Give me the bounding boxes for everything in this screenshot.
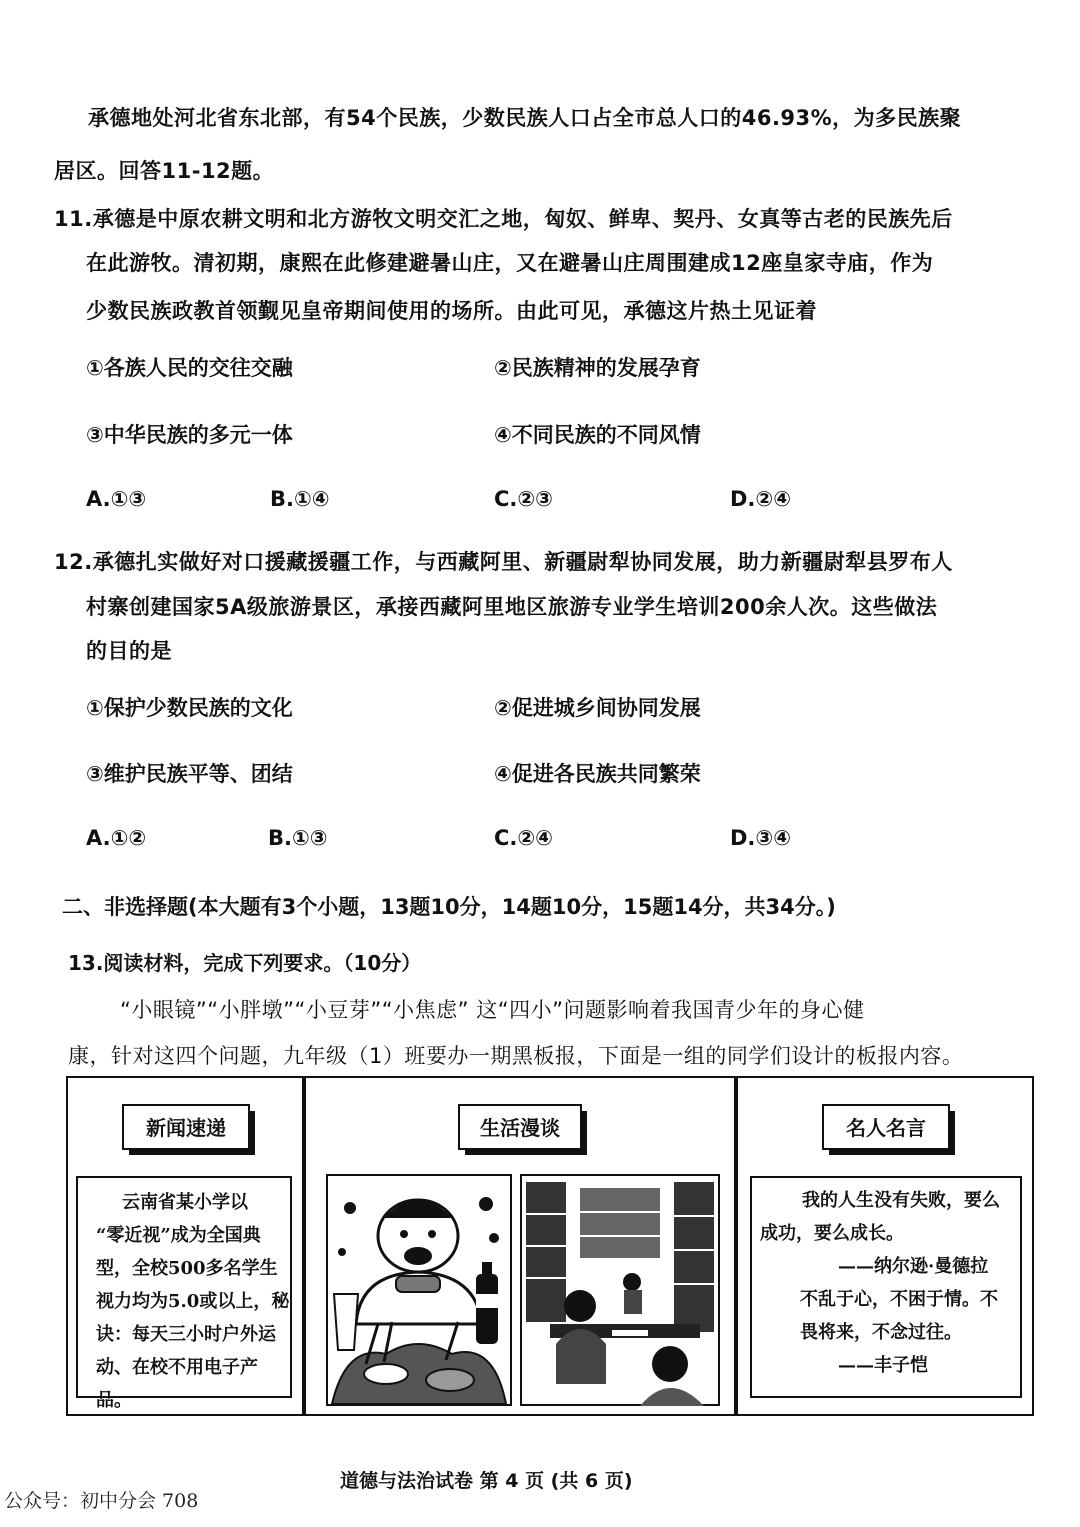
news-line-2: “零近视”成为全国典 [96,1225,261,1246]
q11-item-4: ④不同民族的不同风情 [494,423,701,447]
q12-stem-line-2: 村寨创建国家5A级旅游景区，承接西藏阿里地区旅游专业学生培训200余人次。这些做法 [86,595,938,619]
quote-2-line-1: 不乱于心，不困于情。不 [800,1289,998,1310]
q12-choice-d[interactable]: D.③④ [730,826,791,850]
q11-choice-c[interactable]: C.②③ [494,487,553,511]
news-line-5: 诀：每天三小时户外运 [96,1324,276,1345]
quote-1-author: ——纳尔逊·曼德拉 [838,1256,989,1277]
board-quotes-tag: 名人名言 [822,1104,950,1150]
quote-1-line-2: 成功，要么成长。 [760,1223,904,1244]
news-line-3: 型，全校500多名学生 [96,1258,278,1279]
q13-para-line-1: “小眼镜”“小胖墩”“小豆芽”“小焦虑” 这“四小”问题影响着我国青少年的身心健 [120,998,865,1022]
q12-item-2: ②促进城乡间协同发展 [494,696,701,720]
q12-choice-a[interactable]: A.①② [86,826,147,850]
q11-stem-line-2: 在此游牧。清初期，康熙在此修建避暑山庄，又在避暑山庄周围建成12座皇家寺庙，作为 [86,251,934,275]
q12-stem-line-3: 的目的是 [86,639,172,663]
q13-title: 13.阅读材料，完成下列要求。（10分） [68,951,422,975]
q11-item-3: ③中华民族的多元一体 [86,423,293,447]
board-news-box [76,1176,292,1411]
q11-stem-line-1: 11.承德是中原农耕文明和北方游牧文明交汇之地，匈奴、鲜卑、契丹、女真等古老的民族先后 [54,207,953,231]
board-quotes-panel [736,1076,1034,1416]
section-2-title: 二、非选择题 [62,895,188,919]
q12-item-3: ③维护民族平等、团结 [86,762,293,786]
q11-stem-line-3: 少数民族政教首领觐见皇帝期间使用的场所。由此可见，承德这片热土见证着 [86,299,817,323]
library-study-cartoon-icon [520,1174,720,1406]
q11-choice-a[interactable]: A.①③ [86,487,147,511]
board-life-panel [304,1076,736,1416]
q11-item-1: ①各族人民的交往交融 [86,356,293,380]
section-2-note: (本大题有3个小题，13题10分，14题10分，15题14分，共34分。) [188,895,836,919]
q13-para-line-2: 康，针对这四个问题，九年级（1）班要办一期黑板报，下面是一组的同学们设计的板报内容。 [68,1044,964,1068]
q12-choice-c[interactable]: C.②④ [494,826,553,850]
board-life-tag: 生活漫谈 [458,1104,582,1150]
q12-item-1: ①保护少数民族的文化 [86,696,293,720]
news-line-4: 视力均为5.0或以上，秘 [96,1291,290,1312]
q11-item-2: ②民族精神的发展孕育 [494,356,701,380]
board-news-panel [66,1076,304,1416]
junk-food-cartoon-icon [326,1174,512,1406]
intro-line-2: 居区。回答11-12题。 [54,159,275,183]
q12-stem-line-1: 12.承德扎实做好对口援藏援疆工作，与西藏阿里、新疆尉犁协同发展，助力新疆尉犁县罗布人 [54,550,953,574]
page-footer: 道德与法治试卷 第 4 页 (共 6 页) [340,1470,633,1492]
quote-2-author: ——丰子恺 [838,1355,928,1376]
section-2-heading [62,891,836,921]
q12-item-4: ④促进各民族共同繁荣 [494,762,701,786]
quote-1-line-1: 我的人生没有失败，要么 [802,1190,1000,1211]
board-news-tag: 新闻速递 [122,1104,250,1150]
watermark-text: 公众号：初中分会 708 [4,1490,199,1512]
news-line-1: 云南省某小学以 [122,1192,248,1213]
q11-choice-b[interactable]: B.①④ [270,487,330,511]
intro-line-1: 承德地处河北省东北部，有54个民族，少数民族人口占全市总人口的46.93%，为多民族聚 [88,106,962,130]
quote-2-line-2: 畏将来，不念过往。 [800,1322,962,1343]
board-quotes-box [750,1176,1022,1398]
q11-choice-d[interactable]: D.②④ [730,487,791,511]
news-line-6: 动、在校不用电子产品。 [96,1357,258,1411]
q12-choice-b[interactable]: B.①③ [268,826,328,850]
